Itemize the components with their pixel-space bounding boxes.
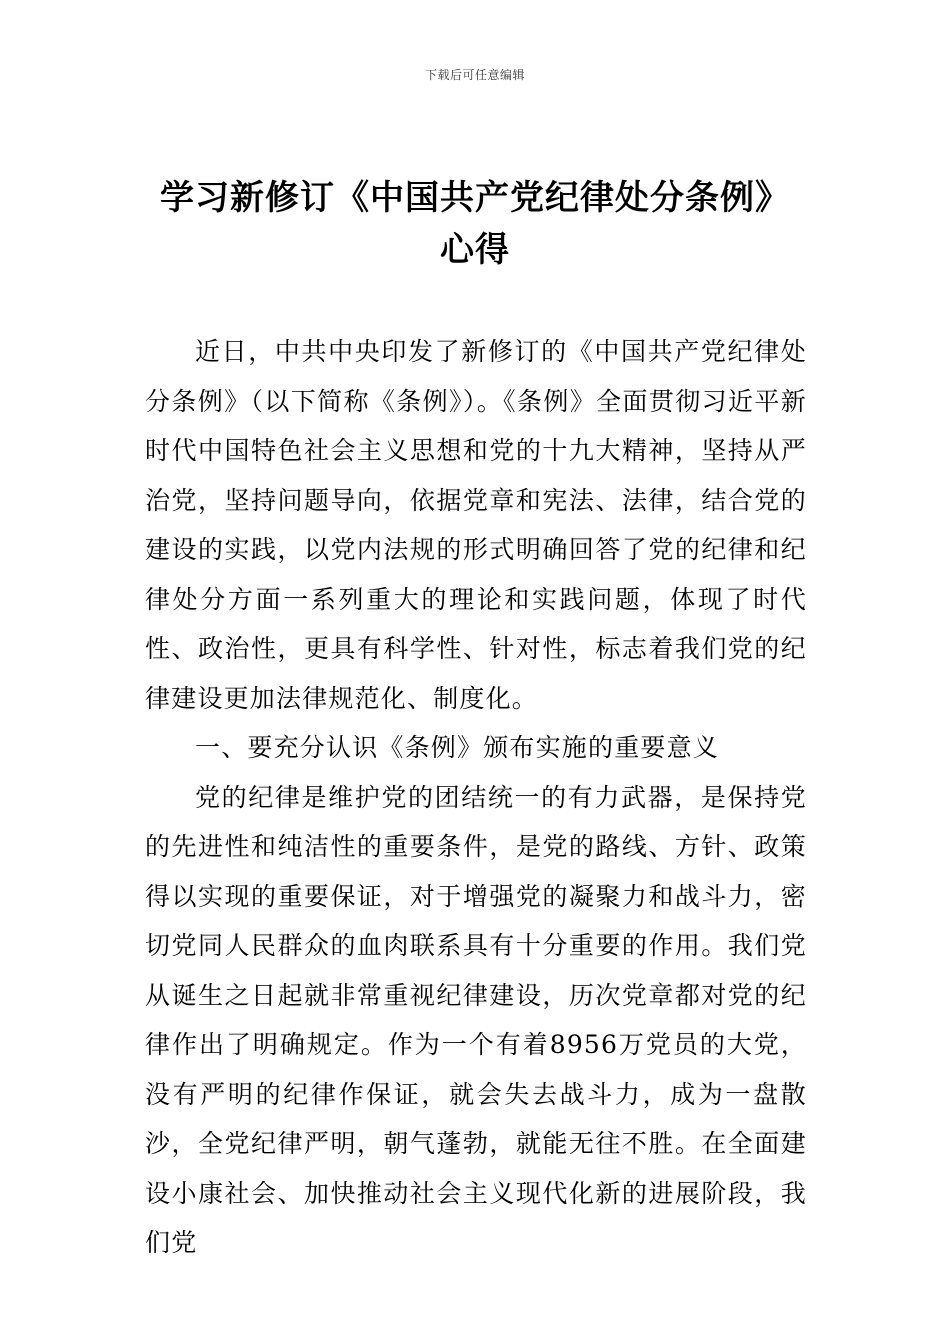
header-note: 下载后可任意编辑 xyxy=(424,68,525,82)
paragraph-intro: 近日，中共中央印发了新修订的《中国共产党纪律处分条例》（以下简称《条例》）。《条例》全面贯彻习近平新时代中国特色社会主义思想和党的十九大精神，坚持从严治党，坚持问题导向，依据党章和宪法、法律，结合党的建设的实践，以党内法规的形式明确回答了党的纪律和纪律处分方面一系列重大的理论和实践问题，体现了时代性、政治性，更具有科学性、针对性，标志着我们党的纪律建设更加法律规范化、制度化。 xyxy=(145,337,807,713)
title-line-1: 学习新修订《中国共产党纪律处分条例》 xyxy=(160,178,790,218)
section-heading-1: 一、要充分认识《条例》颁布实施的重要意义 xyxy=(195,733,720,762)
document-body xyxy=(145,327,807,1268)
document-title xyxy=(100,172,850,276)
paragraph-section-1: 党的纪律是维护党的团结统一的有力武器，是保持党的先进性和纯洁性的重要条件，是党的路线、方针、政策得以实现的重要保证，对于增强党的凝聚力和战斗力，密切党同人民群众的血肉联系具有十分重要的作用。我们党从诞生之日起就非常重视纪律建设，历次党章都对党的纪律作出了明确规定。作为一个有着8956万党员的大党，没有严明的纪律作保证，就会失去战斗力，成为一盘散沙，全党纪律严明，朝气蓬勃，就能无往不胜。在全面建设小康社会、加快推动社会主义现代化新的进展阶段，我们党 xyxy=(145,782,807,1257)
title-line-2: 心得 xyxy=(440,230,510,270)
